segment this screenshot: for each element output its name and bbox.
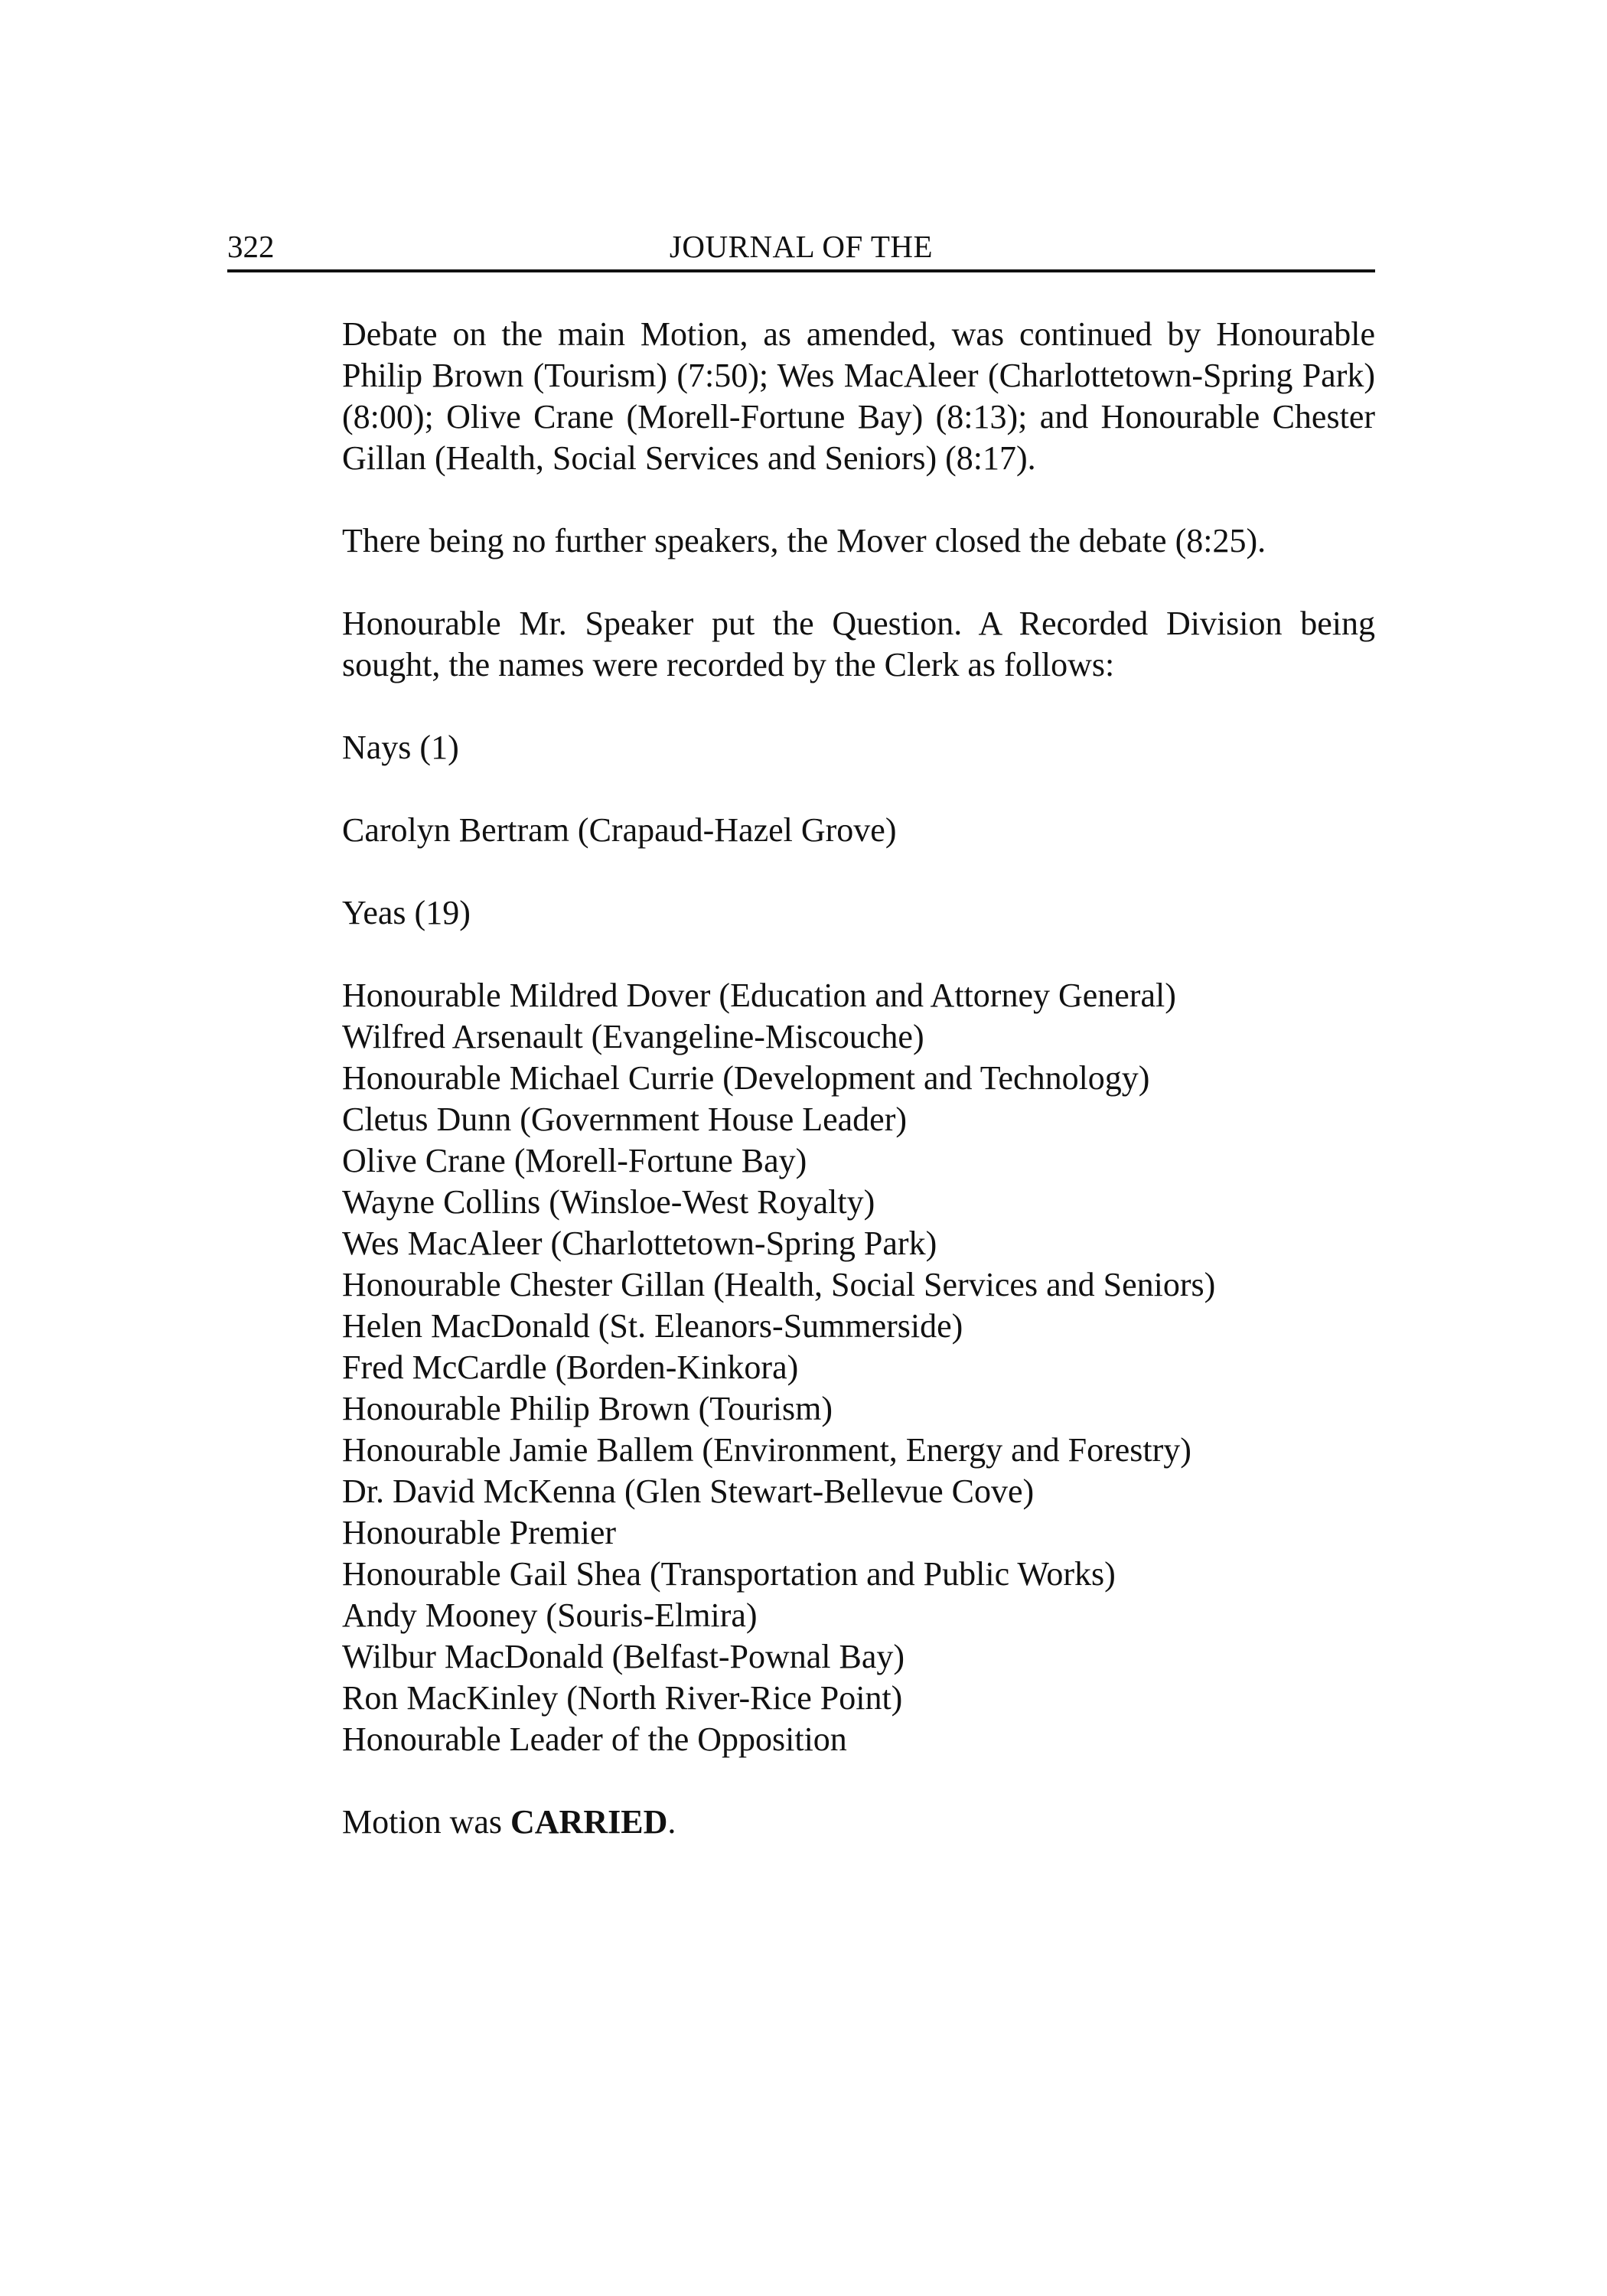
member-entry: Honourable Jamie Ballem (Environment, Energy and Forestry) xyxy=(342,1431,1191,1469)
motion-result xyxy=(342,1802,1375,1843)
member-entry: Olive Crane (Morell-Fortune Bay) xyxy=(342,1142,807,1179)
member-entry: Fred McCardle (Borden-Kinkora) xyxy=(342,1349,799,1386)
running-header xyxy=(227,223,1375,272)
member-entry: Wilbur MacDonald (Belfast-Pownal Bay) xyxy=(342,1638,905,1675)
member-entry: Honourable Philip Brown (Tourism) xyxy=(342,1390,833,1427)
member-entry: Wayne Collins (Winsloe-West Royalty) xyxy=(342,1183,875,1221)
member-entry: Honourable Chester Gillan (Health, Social Services and Seniors) xyxy=(342,1266,1216,1303)
result-prefix: Motion was xyxy=(342,1803,510,1841)
member-entry: Carolyn Bertram (Crapaud-Hazel Grove) xyxy=(342,811,897,849)
member-entry: Honourable Mildred Dover (Education and Attorney General) xyxy=(342,977,1176,1014)
member-entry: Dr. David McKenna (Glen Stewart-Bellevue Cove) xyxy=(342,1473,1035,1510)
debate-paragraph: Debate on the main Motion, as amended, was continued by Honourable Philip Brown (Tourism) (7:50); Wes MacAleer (Charlottetown-Spring Park) (8:00); Olive Crane (Morell-Fortune Bay) (8:13); and Honourable Chester Gillan (Health, Social Services and Seniors) (8:17). xyxy=(342,315,1375,477)
member-entry: Wes MacAleer (Charlottetown-Spring Park) xyxy=(342,1225,937,1262)
nays-list xyxy=(342,810,1375,851)
member-entry: Honourable Premier xyxy=(342,1514,616,1551)
member-entry: Honourable Michael Currie (Development and Technology) xyxy=(342,1059,1150,1097)
result-suffix: . xyxy=(667,1803,676,1841)
member-entry: Honourable Gail Shea (Transportation and Public Works) xyxy=(342,1555,1116,1593)
yeas-heading: Yeas (19) xyxy=(342,894,471,931)
member-entry: Wilfred Arsenault (Evangeline-Miscouche) xyxy=(342,1018,924,1055)
member-entry: Ron MacKinley (North River-Rice Point) xyxy=(342,1679,903,1717)
nays-heading: Nays (1) xyxy=(342,729,459,766)
member-entry: Andy Mooney (Souris-Elmira) xyxy=(342,1596,758,1634)
yeas-list xyxy=(342,975,1375,1760)
member-entry: Cletus Dunn (Government House Leader) xyxy=(342,1101,908,1138)
page-number: 322 xyxy=(227,229,275,264)
result-outcome: CARRIED xyxy=(510,1803,668,1841)
journal-title: JOURNAL OF THE xyxy=(669,229,934,264)
member-entry: Helen MacDonald (St. Eleanors-Summerside) xyxy=(342,1307,963,1345)
member-entry: Honourable Leader of the Opposition xyxy=(342,1720,847,1758)
journal-body xyxy=(342,314,1375,1843)
question-paragraph: Honourable Mr. Speaker put the Question. A Recorded Division being sought, the names were recorded by the Clerk as follows: xyxy=(342,605,1375,683)
closing-paragraph: There being no further speakers, the Mover closed the debate (8:25). xyxy=(342,522,1266,559)
